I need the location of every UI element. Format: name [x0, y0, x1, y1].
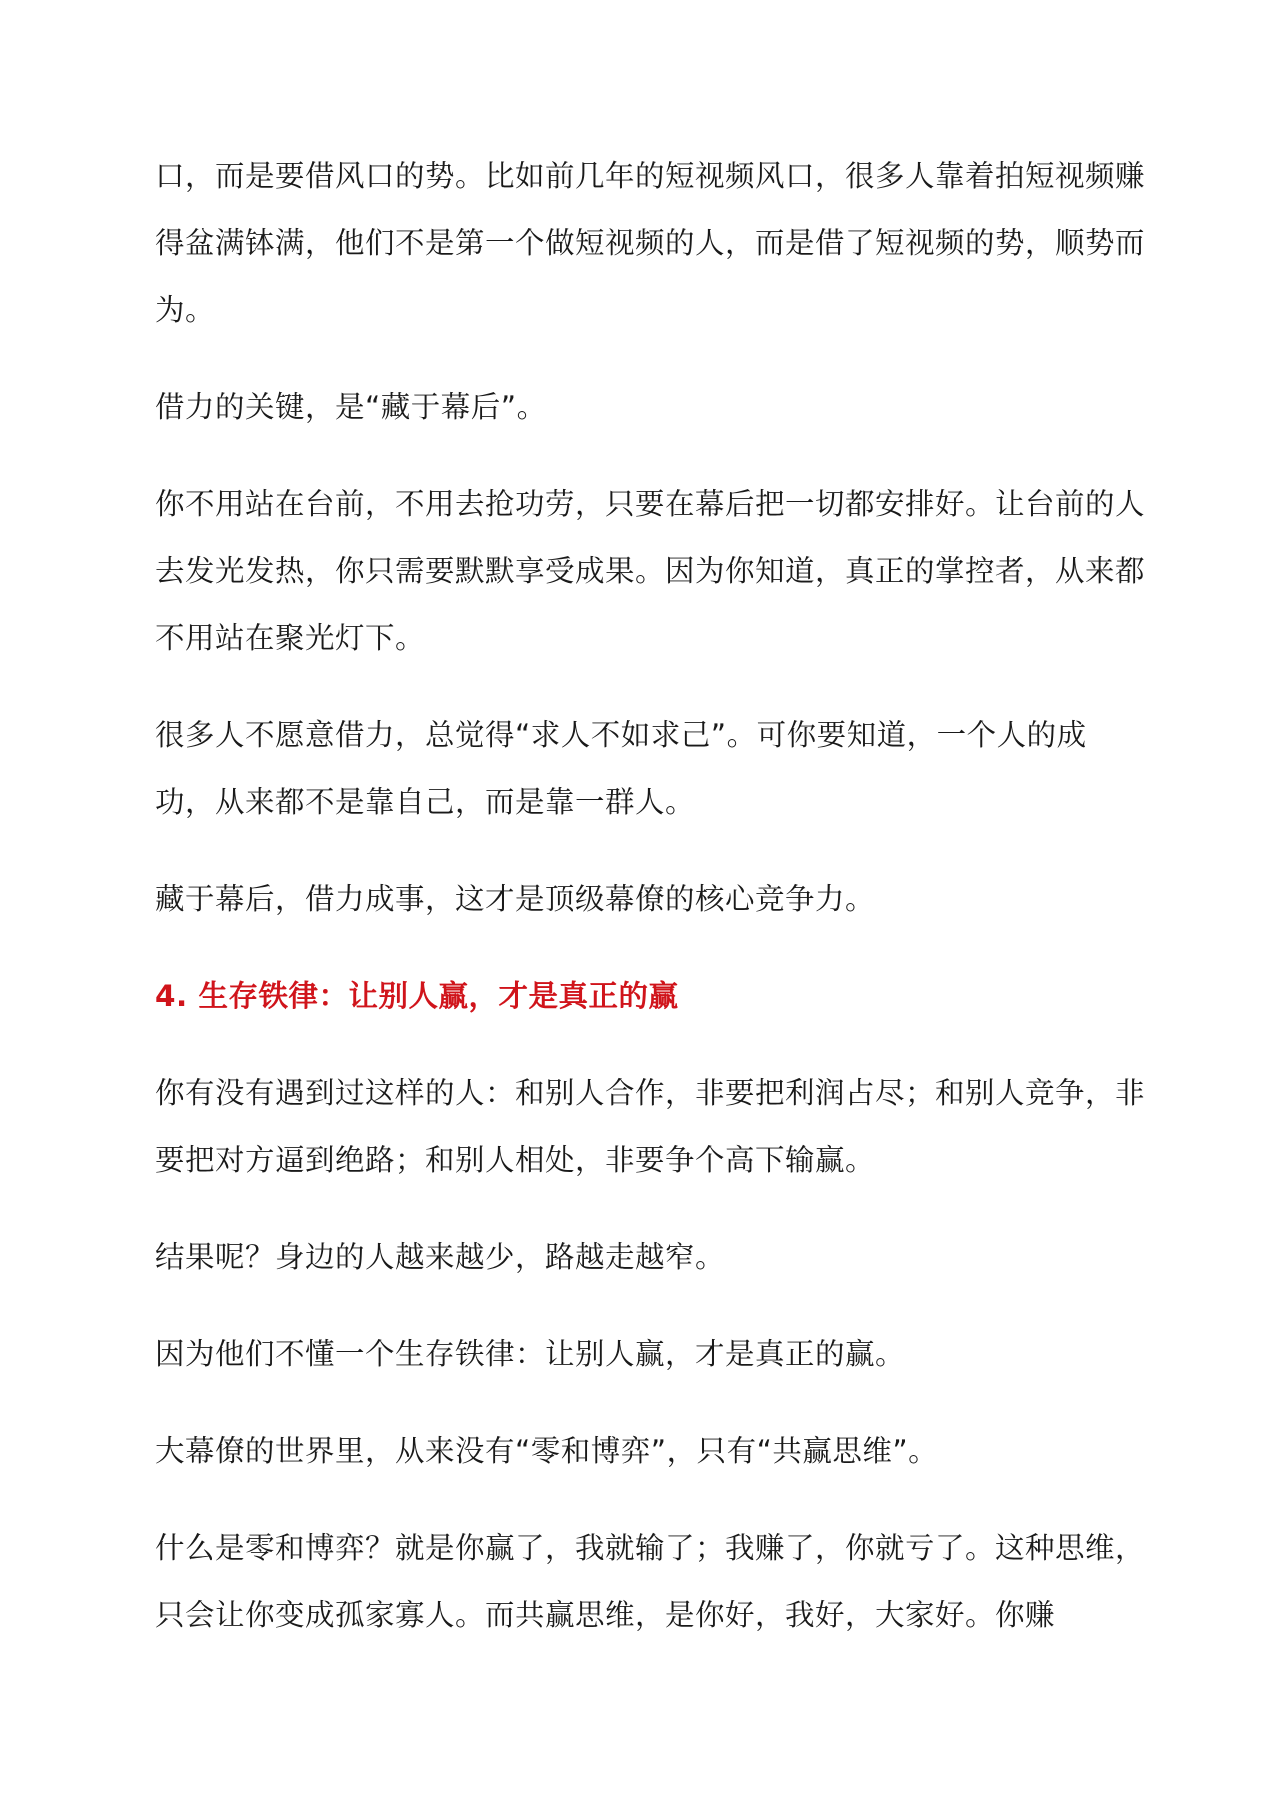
paragraph-4: 很多人不愿意借力，总觉得“求人不如求己”。可你要知道，一个人的成功，从来都不是靠自己，而是靠一群人。: [155, 718, 1087, 819]
paragraph-5: 藏于幕后，借力成事，这才是顶级幕僚的核心竞争力。: [155, 882, 876, 916]
paragraph-gap: [155, 933, 1145, 963]
paragraph-7: 结果呢？身边的人越来越少，路越走越窄。: [155, 1240, 726, 1274]
top-margin: [155, 0, 1145, 143]
paragraph-gap: [155, 1291, 1145, 1321]
paragraph-gap: [155, 836, 1145, 866]
paragraph-gap: [155, 1485, 1145, 1515]
paragraph-2: 借力的关键，是“藏于幕后”。: [155, 390, 547, 424]
paragraph-gap: [155, 1030, 1145, 1060]
paragraph-gap: [155, 1194, 1145, 1224]
paragraph-8: 因为他们不懂一个生存铁律：让别人赢，才是真正的赢。: [155, 1337, 906, 1371]
paragraph-6: 你有没有遇到过这样的人：和别人合作，非要把利润占尽；和别人竞争，非要把对方逼到绝路；和别人相处，非要争个高下输赢。: [155, 1076, 1146, 1177]
paragraph-3: 你不用站在台前，不用去抢功劳，只要在幕后把一切都安排好。让台前的人去发光发热，你只需要默默享受成果。因为你知道，真正的掌控者，从来都不用站在聚光灯下。: [155, 487, 1146, 655]
paragraph-gap: [155, 344, 1145, 374]
paragraph-9: 大幕僚的世界里，从来没有“零和博弈”，只有“共赢思维”。: [155, 1434, 939, 1468]
paragraph-gap: [155, 672, 1145, 702]
paragraph-10: 什么是零和博弈？就是你赢了，我就输了；我赚了，你就亏了。这种思维，只会让你变成孤家寡人。而共赢思维，是你好，我好，大家好。你赚: [155, 1531, 1146, 1632]
paragraph-gap: [155, 441, 1145, 471]
document-page: [155, 0, 1145, 1649]
paragraph-gap: [155, 1388, 1145, 1418]
section-heading: 4. 生存铁律：让别人赢，才是真正的赢: [155, 979, 679, 1013]
paragraph-1: 口，而是要借风口的势。比如前几年的短视频风口，很多人靠着拍短视频赚得盆满钵满，他们不是第一个做短视频的人，而是借了短视频的势，顺势而为。: [155, 159, 1146, 327]
